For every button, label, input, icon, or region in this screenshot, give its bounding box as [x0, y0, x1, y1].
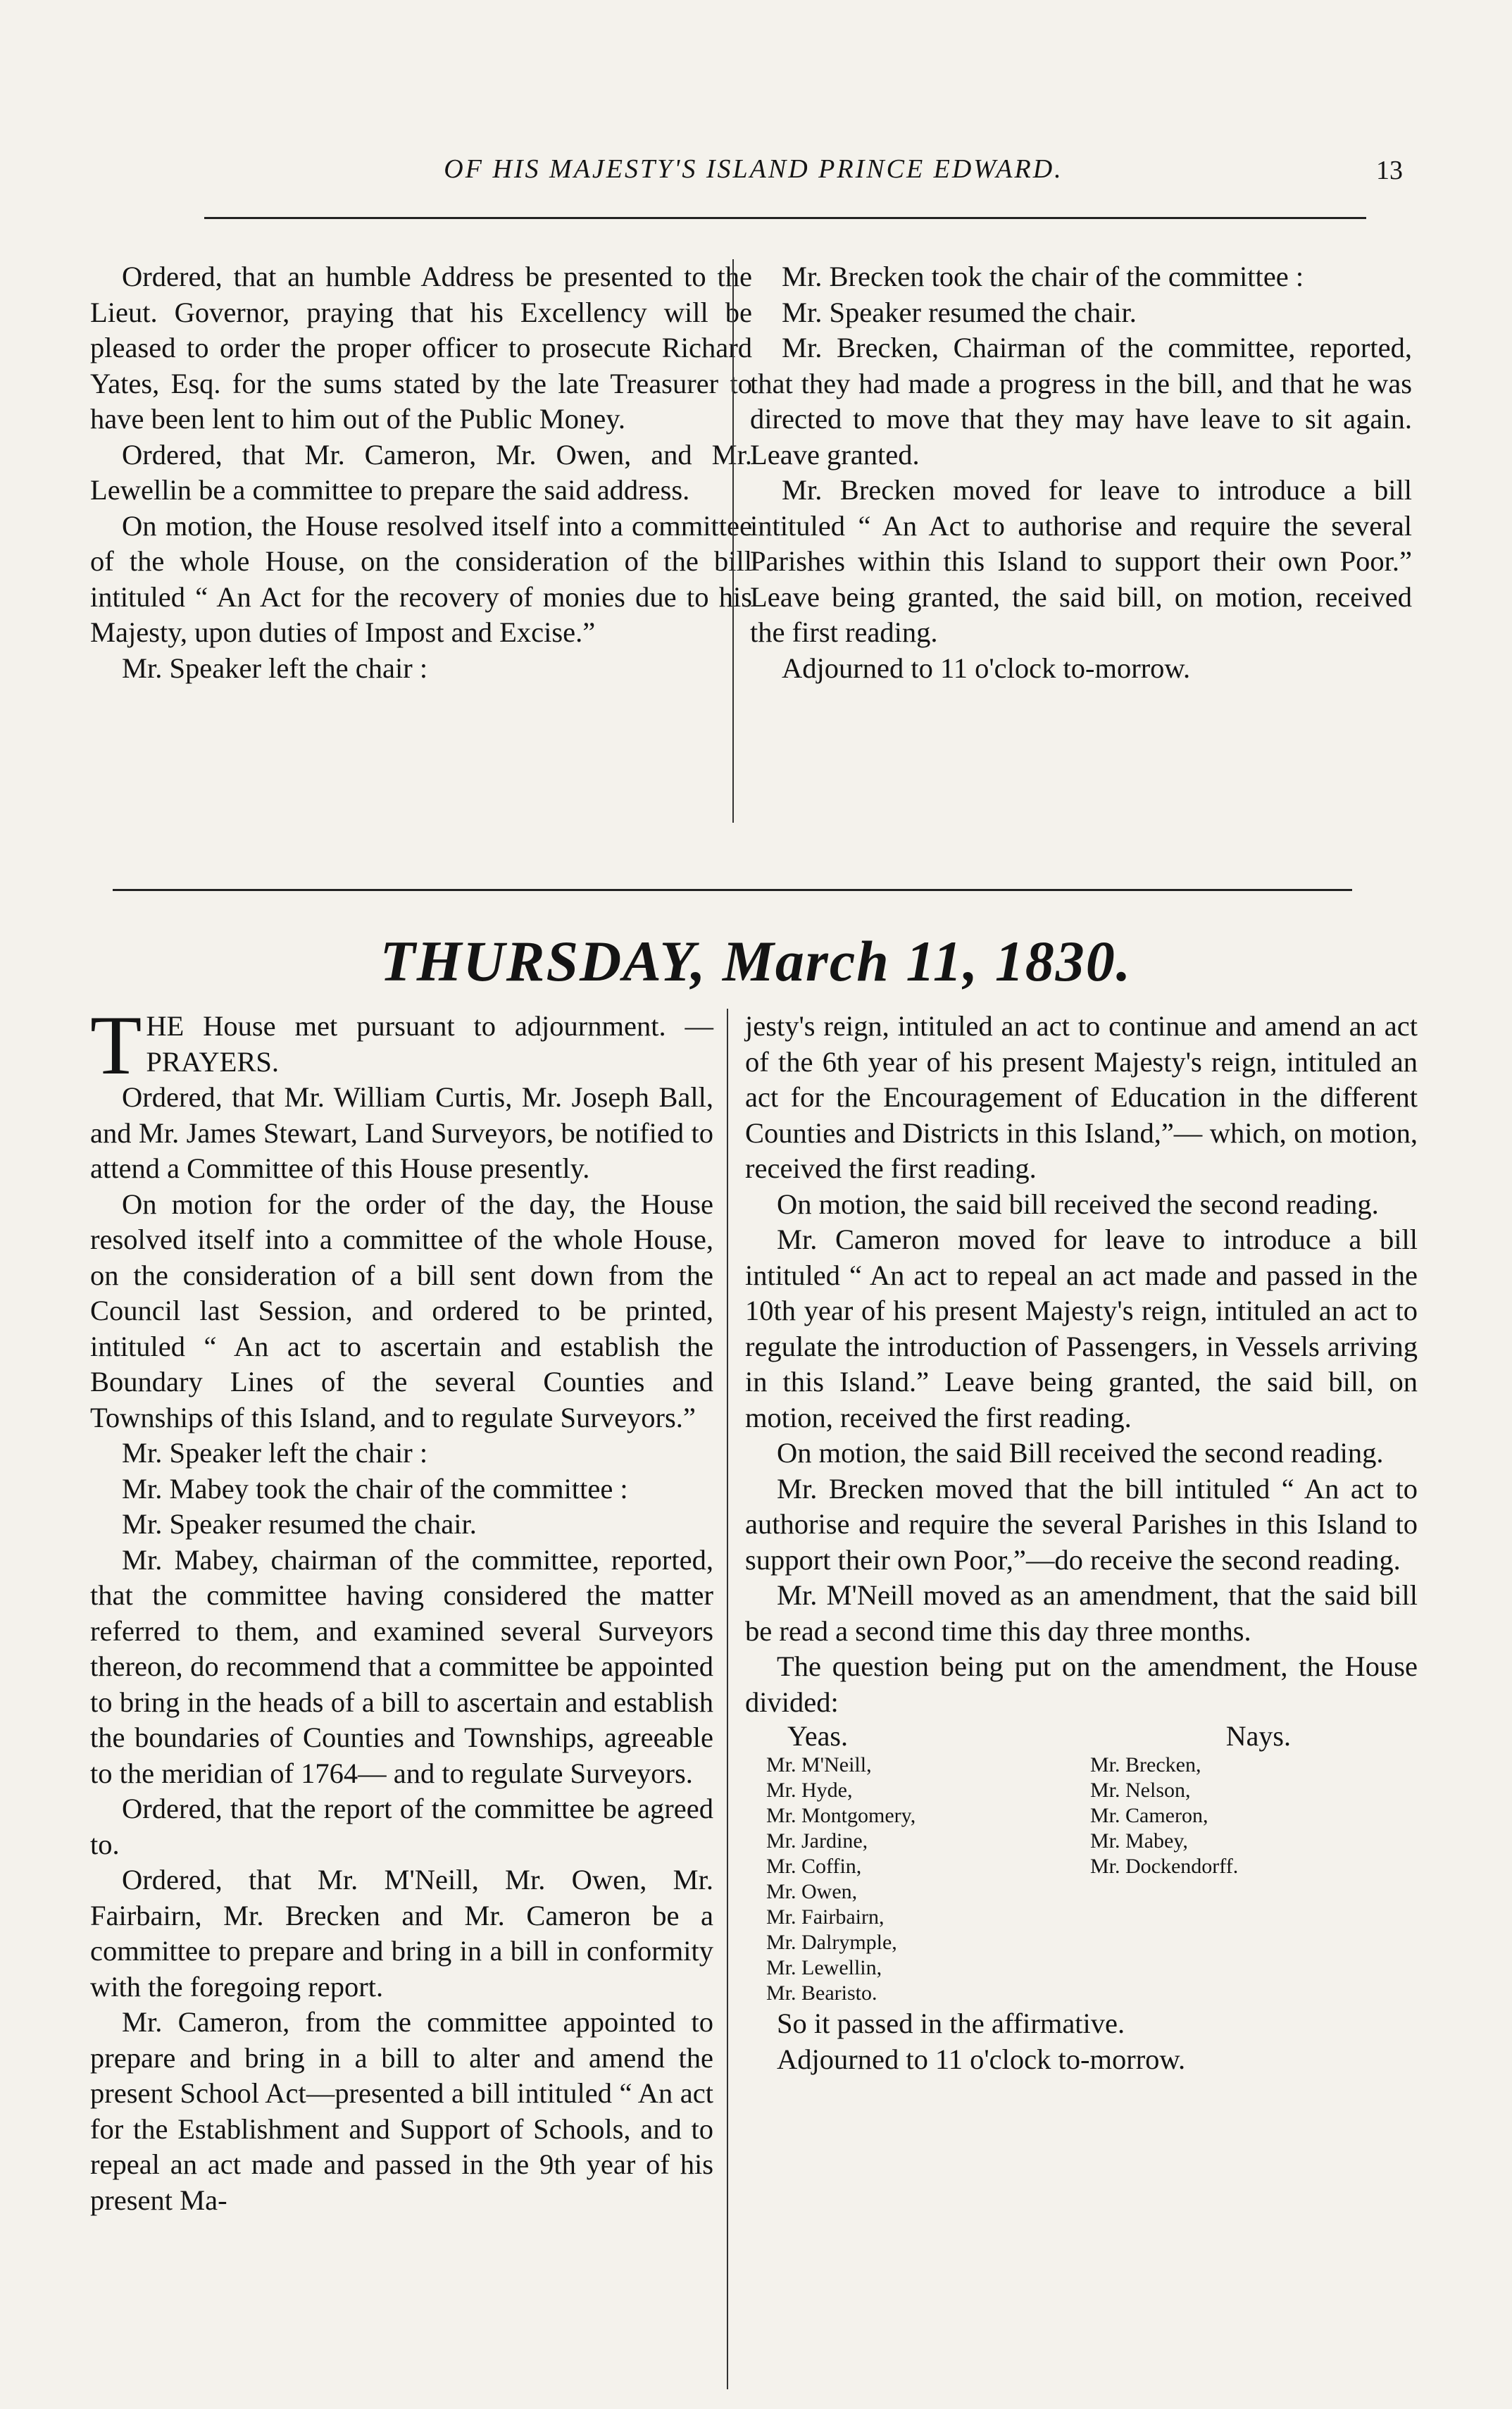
paragraph: Mr. M'Neill moved as an amendment, that the said bill be read a second time this day three months.: [745, 1579, 1418, 1647]
paragraph: Mr. Speaker left the chair :: [122, 652, 428, 684]
division-header: [745, 1720, 1418, 1753]
bottom-left-column: [90, 998, 713, 2218]
opening-paragraph: [90, 998, 713, 1092]
running-title: OF HIS MAJESTY'S ISLAND PRINCE EDWARD.: [444, 154, 1063, 184]
paragraph: Mr. Mabey, chairman of the committee, reported, that the committee having considered the matter referred to them, and examined several Surveyors thereon, do recommend that a committee be appointed to bring in the heads of a bill to ascertain and establish the boundaries of Counties and Townships, agreeable to the meridian of 1764— and to regulate Surveyors.: [90, 1543, 713, 1789]
paragraph: Ordered, that Mr. Cameron, Mr. Owen, and Mr. Lewellin be a committee to prepare the said address.: [90, 438, 752, 506]
paragraph: Adjourned to 11 o'clock to-morrow.: [782, 652, 1191, 684]
paragraph: On motion, the said Bill received the second reading.: [777, 1437, 1384, 1469]
paragraph: Mr. Cameron moved for leave to introduce a bill intituled “ An act to repeal an act made and passed in the 10th year of his present Majesty's reign, intituled an act to regulate the introduction of Passengers, in Vessels arriving in this Island.” Leave being granted, the said bill, on motion, received the first reading.: [745, 1224, 1418, 1433]
paragraph: Mr. Speaker resumed the chair.: [122, 1508, 477, 1540]
paragraph: Ordered, that Mr. M'Neill, Mr. Owen, Mr. Fairbairn, Mr. Brecken and Mr. Cameron be a committee to prepare and bring in a bill in conformity with the foregoing report.: [90, 1864, 713, 2003]
paragraph: The question being put on the amendment, the House divided:: [745, 1650, 1418, 1718]
paragraph: Mr. Brecken moved that the bill intituled “ An act to authorise and require the several Parishes in this Island to support their own Poor,”—do receive the second reading.: [745, 1472, 1418, 1576]
column-divider: [727, 1009, 728, 2389]
bottom-right-column: [745, 1009, 1418, 2077]
day-heading: THURSDAY, March 11, 1830.: [380, 929, 1132, 993]
yea-member: Mr. Dalrymple,: [766, 1931, 897, 1954]
nay-member: Mr. Mabey,: [1090, 1829, 1188, 1853]
nays-list: [1090, 1753, 1414, 2006]
page-number: 13: [1376, 156, 1403, 185]
paragraph: Ordered, that Mr. William Curtis, Mr. Joseph Ball, and Mr. James Stewart, Land Surveyors, be notified to attend a Committee of this House presently.: [90, 1081, 713, 1184]
yea-member: Mr. Bearisto.: [766, 1981, 877, 2005]
paragraph: Mr. Brecken, Chairman of the committee, reported, that they had made a progress in the bill, and that he was directed to move that they may have leave to sit again. Leave granted.: [750, 332, 1412, 471]
paragraph: Mr. Brecken took the chair of the committee :: [782, 261, 1304, 292]
nay-member: Mr. Brecken,: [1090, 1753, 1201, 1776]
yea-member: Mr. Coffin,: [766, 1855, 862, 1878]
opening-text: HE House met pursuant to adjournment. —PRAYERS.: [146, 1010, 713, 1078]
yea-member: Mr. M'Neill,: [766, 1753, 872, 1776]
paragraph: Mr. Mabey took the chair of the committee :: [122, 1472, 628, 1505]
running-head: [0, 154, 1512, 196]
paragraph: Mr. Brecken moved for leave to introduce a bill intituled “ An Act to authorise and require the several Parishes within this Island to support their own Poor.” Leave being granted, the said bill, on motion, received the first reading.: [750, 474, 1412, 648]
yea-member: Mr. Hyde,: [766, 1779, 853, 1802]
yea-member: Mr. Montgomery,: [766, 1804, 916, 1827]
nays-label: Nays.: [1225, 1720, 1291, 1752]
paragraph: On motion for the order of the day, the House resolved itself into a committee of the whole House, on the consideration of a bill sent down from the Council last Session, and ordered to be printed, intituled “ An act to ascertain and establish the Boundary Lines of the several Counties and Townships of this Island, and to regulate Surveyors.”: [90, 1188, 713, 1433]
nay-member: Mr. Dockendorff.: [1090, 1855, 1239, 1878]
paragraph: jesty's reign, intituled an act to continue and amend an act of the 6th year of his present Majesty's reign, intituled an act for the Encouragement of Education in the different Counties and Districts in this Island,”— which, on motion, received the first reading.: [745, 1010, 1418, 1184]
top-left-column: [90, 259, 752, 686]
column-divider: [732, 259, 734, 823]
yea-member: Mr. Owen,: [766, 1880, 858, 1903]
section-rule: [113, 889, 1352, 891]
paragraph: Mr. Speaker resumed the chair.: [782, 296, 1137, 328]
yea-member: Mr. Lewellin,: [766, 1956, 882, 1979]
drop-cap: T: [90, 998, 142, 1092]
nay-member: Mr. Nelson,: [1090, 1779, 1191, 1802]
nay-member: Mr. Cameron,: [1090, 1804, 1208, 1827]
yea-member: Mr. Jardine,: [766, 1829, 868, 1853]
paragraph: Ordered, that the report of the committee be agreed to.: [90, 1793, 713, 1860]
yeas-label: Yeas.: [787, 1720, 848, 1752]
paragraph: On motion, the said bill received the second reading.: [777, 1188, 1379, 1220]
yeas-list: [766, 1753, 1090, 2006]
paragraph: Mr. Cameron, from the committee appointed to prepare and bring in a bill to alter and amend the present School Act—presented a bill intituled “ An act for the Establishment and Support of Schools, and to repeal an act made and passed in the 9th year of his present Ma-: [90, 2006, 713, 2216]
paragraph: Adjourned to 11 o'clock to-morrow.: [777, 2043, 1186, 2075]
paragraph: Mr. Speaker left the chair :: [122, 1437, 428, 1469]
paragraph: On motion, the House resolved itself into a committee of the whole House, on the consideration of the bill intituled “ An Act for the recovery of monies due to his Majesty, upon duties of Impost and Excise.”: [90, 509, 752, 648]
yea-member: Mr. Fairbairn,: [766, 1905, 885, 1929]
division-list: [745, 1753, 1418, 2006]
top-right-column: [750, 259, 1412, 686]
paragraph: Ordered, that an humble Address be presented to the Lieut. Governor, praying that his Excellency will be pleased to order the proper officer to prosecute Richard Yates, Esq. for the sums stated by the late Treasurer to have been lent to him out of the Public Money.: [90, 261, 752, 435]
paragraph: So it passed in the affirmative.: [777, 2008, 1125, 2039]
header-rule: [204, 217, 1366, 219]
